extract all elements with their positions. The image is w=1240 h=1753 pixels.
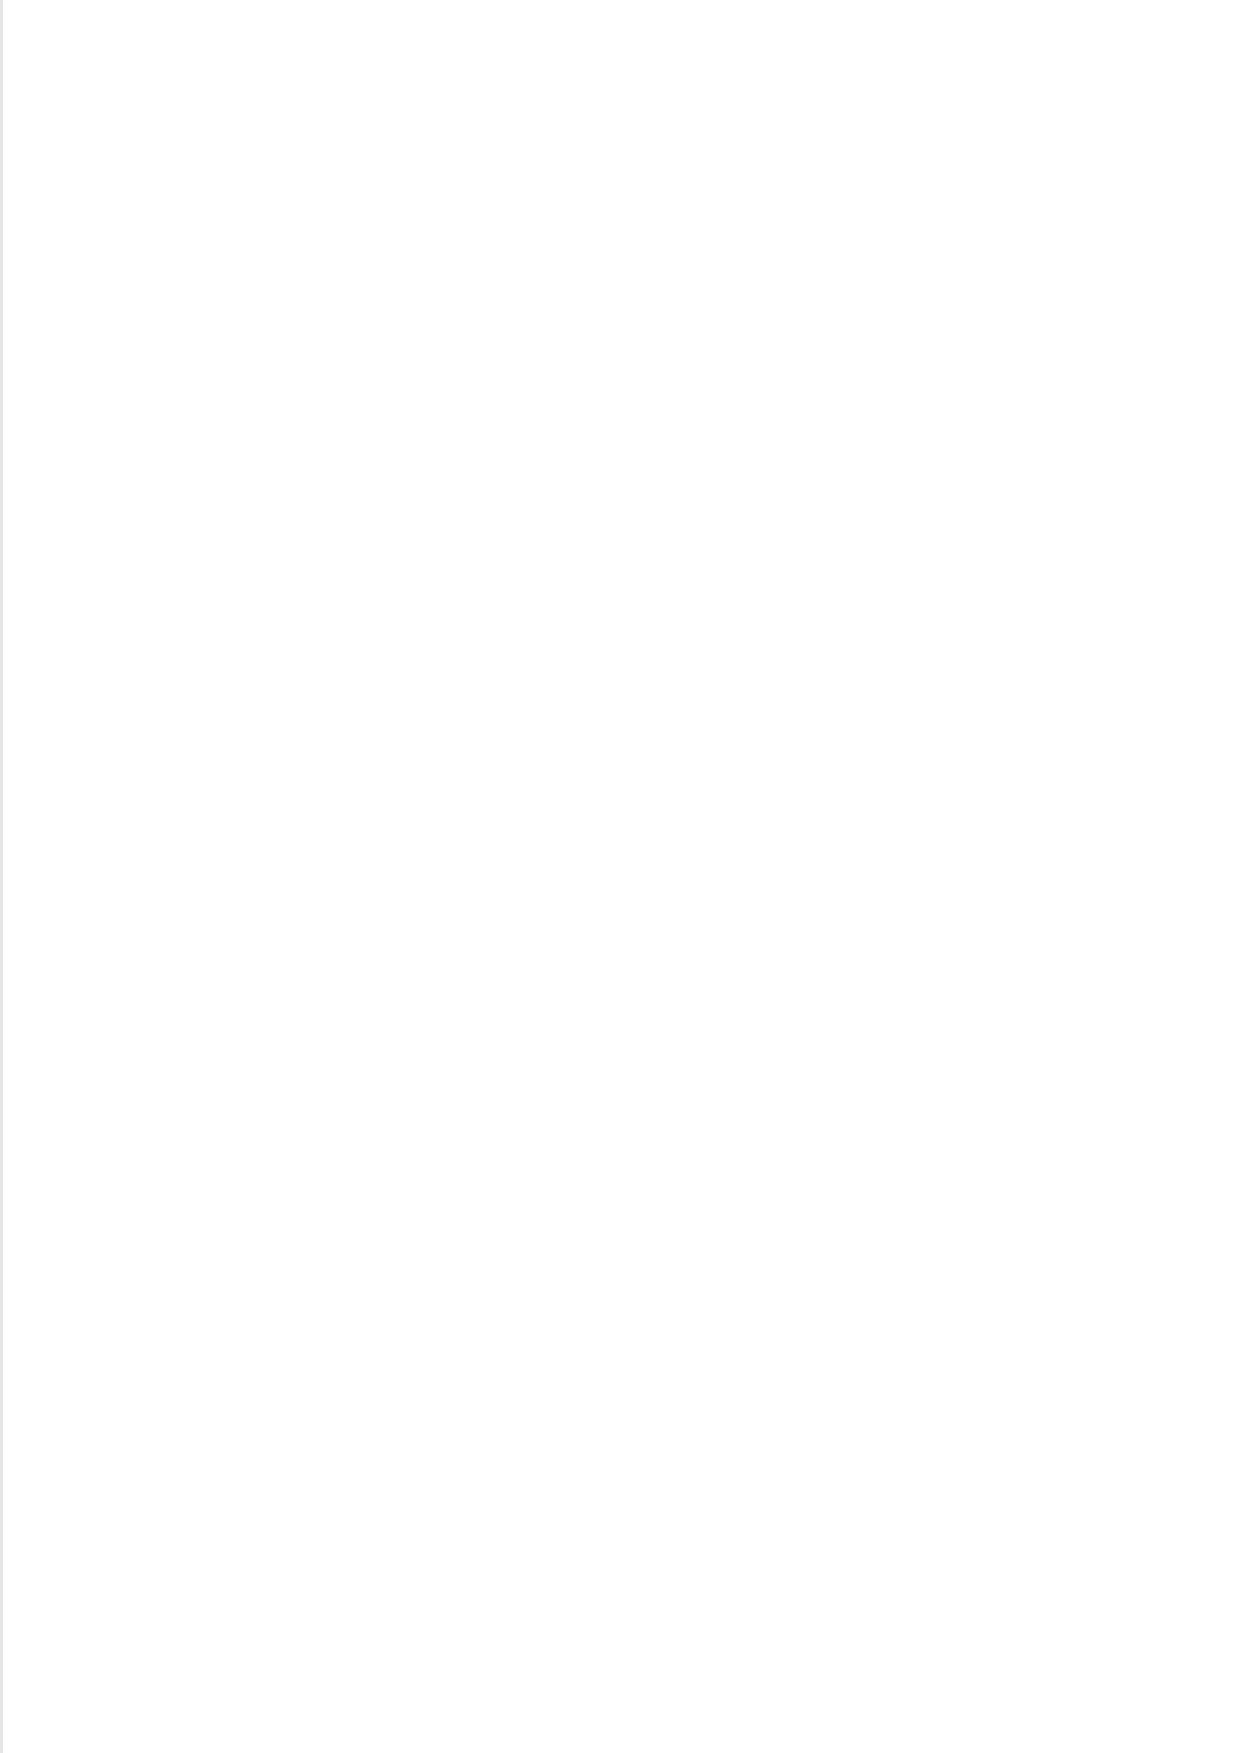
page-bottom-edge xyxy=(118,1738,1118,1753)
scan-edge xyxy=(0,0,3,1753)
document-body xyxy=(118,94,1118,1734)
blank-line xyxy=(118,96,1118,118)
